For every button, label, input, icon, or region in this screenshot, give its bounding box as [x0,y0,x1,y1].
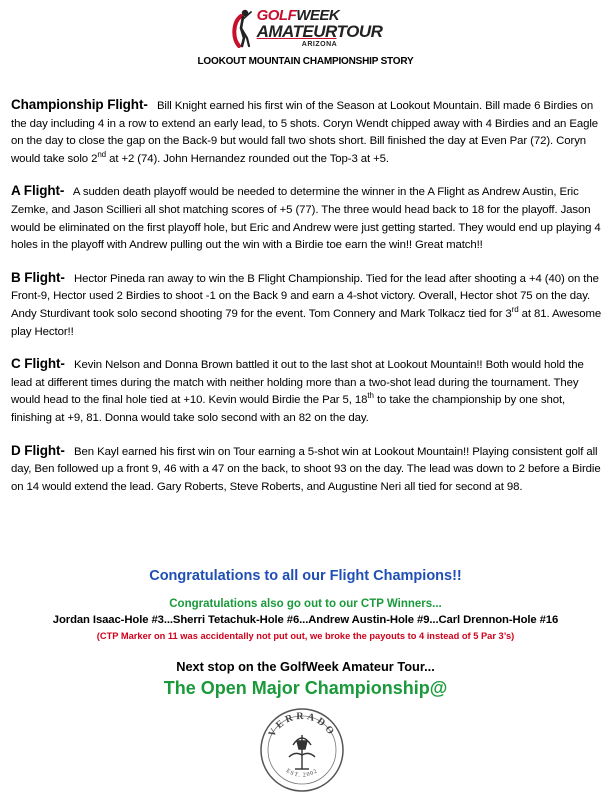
flight-label: A Flight- [11,183,65,199]
flight-text: A sudden death playoff would be needed to determine the winner in the A Flight as Andrew Austin, Eric Zemke, and Jason Scillieri all shot matching scores of +5 (77). The three would head back to 18 for the playoff. Jason would be eliminated on the first playoff hole, but Eric and Andrew were just getting started. They would end up playing 4 holes in the playoff with Andrew pulling out the win with a Birdie toe earn the win!! Great match!! [11,186,601,252]
flight-label: C Flight- [11,356,65,372]
championship-flight-paragraph [11,96,602,168]
seal-est: EST. 2002 [284,768,320,779]
logo-region: ARIZONA [301,41,338,48]
flight-text: Ben Kayl earned his first win on Tour earning a 5-shot win at Lookout Mountain!! Playing consistent golf all day, Ben followed up a front 9, 46 with a 47 on the back, to shoot 93 on the day. The lead was down to 2 before a Birdie on 14 would extend the lead. Gary Roberts, Steve Roberts, and Augustine Neri all tied for second at 98. [11,445,601,493]
ordinal-suffix: th [367,391,374,401]
logo-amateur-word: AMATEUR [256,22,337,41]
flight-text: Hector Pineda ran away to win the B Flight Championship. Tied for the lead after shooting a +4 (40) on the Front-9, Hector used 2 Birdies to shoot -1 on the Back 9 and earn a 4-shot victory. Overall, Hector shot 75 on the day. Andy Sturdivant took solo second shooting 79 for the event. Tom Connery and Mark Tolkacz tied for 3 [11,272,599,320]
story-body [11,96,602,510]
next-event-title: The Open Major Championship@ [163,678,448,698]
flight-text: Kevin Nelson and Donna Brown battled it out to the last shot at Lookout Mountain!! Both would hold the lead at different times during the match with neither holding more than a two-shot lead during the tournament. They would head to the final hole tied at +10. Kevin would Birdie the Par 5, 18 [11,359,584,407]
b-flight-paragraph [11,269,602,341]
ctp-heading: Congratulations also go out to our CTP Winners... [169,598,442,610]
congrats-heading: Congratulations to all our Flight Champions!! [149,568,462,584]
flight-label: D Flight- [11,442,65,458]
ctp-winners-list: Jordan Isaac-Hole #3...Sherri Tetachuk-Hole #6...Andrew Austin-Hole #9...Carl Drennon-Hole #16 [52,614,559,626]
verrado-seal-logo [259,707,345,793]
logo-tour-word: TOUR [336,22,383,41]
ordinal-suffix: nd [97,149,107,159]
flight-label: B Flight- [11,269,65,285]
ctp-note: (CTP Marker on 11 was accidentally not put out, we broke the payouts to 4 instead of 5 Par 3’s) [96,631,515,641]
ordinal-suffix: rd [511,305,519,315]
d-flight-paragraph [11,442,602,497]
golfer-silhouette-icon [229,8,255,48]
c-flight-paragraph [11,355,602,427]
flight-text-cont: at 81. Awesome play Hector!! [11,307,602,338]
flight-label: Championship Flight- [11,97,148,112]
a-flight-paragraph [11,182,602,254]
story-title: LOOKOUT MOUNTAIN CHAMPIONSHIP STORY [197,56,414,67]
seal-name: VERRADO [266,710,338,739]
next-stop-heading: Next stop on the GolfWeek Amateur Tour... [176,659,435,674]
golfweek-amateur-tour-logo [0,8,611,53]
logo-week-word: WEEK [296,7,340,24]
flight-text-cont: to take the championship by one shot, finishing at +9, 81. Donna would take solo second with an 82 on the day. [11,394,566,424]
flight-text-cont: at +2 (74). John Hernandez rounded out the Top-3 at +5. [106,152,389,165]
flight-text: Bill Knight earned his first win of the Season at Lookout Mountain. Bill made 6 Birdies on the day including 4 in a row to extend an early lead, to 5 shots. Coryn Wendt chipped away with 4 Birdies and an Eagle on the day to close the gap on the Back-9 but would fall two shots short. Bill finished the day at Even Par (72). Coryn would take solo 2 [11,100,598,165]
logo-golf-word: GOLF [256,7,297,24]
